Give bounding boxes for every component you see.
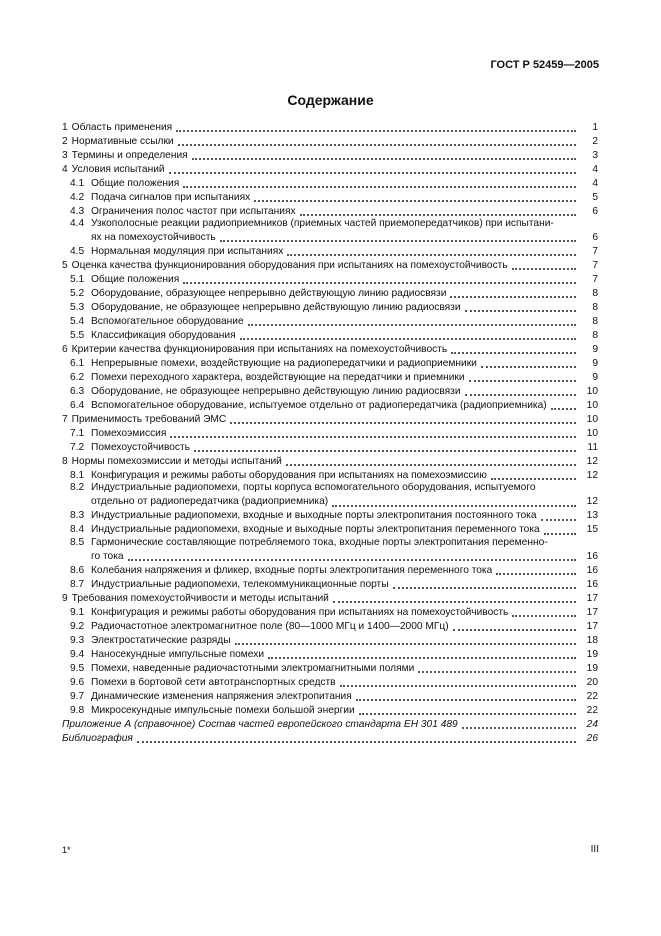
toc-entry-number: 4.5 xyxy=(70,246,85,257)
toc-entry-number: 4.2 xyxy=(70,191,85,203)
dot-leader xyxy=(512,258,576,270)
dot-leader xyxy=(254,190,576,202)
dot-leader xyxy=(240,328,576,340)
toc-entry-page: 16 xyxy=(586,550,598,562)
toc-entry-page: 10 xyxy=(586,414,598,425)
toc-entry-number: 2 xyxy=(62,135,68,147)
toc-entry-number: 1 xyxy=(62,121,68,133)
toc-entry-number: 8.5 xyxy=(70,536,85,548)
toc-entry-number: 5.2 xyxy=(70,288,85,299)
toc-entry-page: 5 xyxy=(592,191,598,203)
toc-entry-page: 22 xyxy=(586,704,598,716)
dot-leader xyxy=(356,689,576,701)
toc-entry-number: 7.1 xyxy=(70,428,85,439)
toc-entry[interactable] xyxy=(62,647,598,661)
toc-entry-page: 6 xyxy=(592,205,598,217)
toc-entry-title: Помехи переходного характера, воздействующие на передатчики и приемники xyxy=(91,372,465,383)
toc-entry-page: 10 xyxy=(586,428,598,439)
toc-entry-page: 8 xyxy=(592,316,598,327)
toc-entry-title: Узкополосные реакции радиоприемников (приемных частей приемопередатчиков) при испытани- xyxy=(91,218,554,229)
toc-entry-title: Общие положения xyxy=(91,177,180,189)
dot-leader xyxy=(137,731,576,743)
toc-entry-page: 4 xyxy=(592,163,598,175)
toc-entry-page: 15 xyxy=(586,524,598,536)
toc-entry[interactable] xyxy=(62,328,598,342)
toc-entry-title: Условия испытаний xyxy=(71,163,165,175)
dot-leader xyxy=(453,619,576,631)
toc-entry-page: 19 xyxy=(586,662,598,674)
toc-entry-number: 5.3 xyxy=(70,302,85,313)
dot-leader xyxy=(418,661,576,673)
toc-entry-title: Микросекундные импульсные помехи большой энергии xyxy=(91,704,355,716)
toc-entry[interactable] xyxy=(62,454,598,468)
toc-entry-number: 9.4 xyxy=(70,648,85,660)
page-number: III xyxy=(590,844,599,855)
toc-entry[interactable] xyxy=(62,605,598,619)
dot-leader xyxy=(359,703,576,715)
toc-entry[interactable] xyxy=(62,398,598,412)
toc-entry-title: Вспомогательное оборудование, испытуемое отдельно от радиопередатчика (радиоприемника) xyxy=(91,400,547,411)
toc-entry[interactable] xyxy=(62,482,598,508)
toc-entry-number: 7 xyxy=(62,414,68,425)
dot-leader xyxy=(481,356,576,368)
toc-entry[interactable] xyxy=(62,356,598,370)
toc-entry-page: 8 xyxy=(592,330,598,341)
toc-entry-number: 8.4 xyxy=(70,524,85,536)
toc-entry-page: 19 xyxy=(586,648,598,660)
toc-entry-number: 9.3 xyxy=(70,634,85,646)
toc-entry-number: 8.3 xyxy=(70,510,85,522)
dot-leader xyxy=(169,162,576,174)
toc-entry-page: 11 xyxy=(587,442,598,453)
toc-entry[interactable] xyxy=(62,703,598,717)
toc-entry-title: Термины и определения xyxy=(71,149,188,161)
footnote-mark: 1* xyxy=(62,845,71,855)
toc-entry[interactable] xyxy=(62,204,598,218)
toc-entry-title-continuation: го тока xyxy=(91,550,124,562)
toc-entry-title-continuation: отдельно от радиопередатчика (радиоприемника) xyxy=(91,496,329,508)
toc-entry-title-continuation: ях на помехоустойчивость xyxy=(91,232,216,243)
toc-entry-title: Приложение А (справочное) Состав частей европейского стандарта ЕН 301 489 xyxy=(62,718,458,730)
toc-entry-page: 17 xyxy=(586,620,598,632)
standard-number: ГОСТ Р 52459—2005 xyxy=(490,59,599,71)
toc-entry-number: 5.5 xyxy=(70,330,85,341)
dot-leader xyxy=(220,230,576,242)
toc-entry-page: 8 xyxy=(592,288,598,299)
dot-leader xyxy=(469,370,576,382)
toc-entry-title: Вспомогательное оборудование xyxy=(91,316,244,327)
toc-entry-page: 3 xyxy=(592,149,598,161)
toc-entry-number: 9 xyxy=(62,592,68,604)
dot-leader xyxy=(465,384,576,396)
dot-leader xyxy=(340,675,576,687)
dot-leader xyxy=(194,440,576,452)
toc-entry-title: Наносекундные импульсные помехи xyxy=(91,648,265,660)
toc-entry-page: 16 xyxy=(586,564,598,576)
toc-entry[interactable] xyxy=(62,148,598,162)
toc-entry-number: 9.2 xyxy=(70,620,85,632)
toc-entry-number: 8 xyxy=(62,456,68,467)
toc-entry-page: 7 xyxy=(592,246,598,257)
toc-entry-page: 12 xyxy=(586,470,598,481)
toc-entry-number: 9.5 xyxy=(70,662,85,674)
toc-entry[interactable] xyxy=(62,619,598,633)
toc-entry-title: Помехи в бортовой сети автотранспортных средств xyxy=(91,676,336,688)
toc-entry-title: Колебания напряжения и фликер, входные порты электропитания переменного тока xyxy=(91,564,493,576)
toc-entry-title: Индустриальные радиопомехи, телекоммуникационные порты xyxy=(91,578,389,590)
toc-entry[interactable] xyxy=(62,591,598,605)
toc-entry-number: 9.6 xyxy=(70,676,85,688)
toc-entry-title: Подача сигналов при испытаниях xyxy=(91,191,251,203)
dot-leader xyxy=(176,120,576,132)
toc-entry-number: 9.8 xyxy=(70,704,85,716)
toc-entry-number: 5.1 xyxy=(70,274,85,285)
toc-entry-number: 4 xyxy=(62,163,68,175)
toc-entry-page: 16 xyxy=(586,578,598,590)
toc-entry[interactable] xyxy=(62,258,598,272)
toc-entry-title: Оценка качества функционирования оборудования при испытаниях на помехоустойчивость xyxy=(71,260,508,271)
page-title: Содержание xyxy=(287,92,374,108)
toc-entry-title: Оборудование, не образующее непрерывно действующую линию радиосвязи xyxy=(91,386,461,397)
toc-entry[interactable] xyxy=(62,190,598,204)
dot-leader xyxy=(393,577,576,589)
toc-entry-number: 6.2 xyxy=(70,372,85,383)
toc-entry-page: 18 xyxy=(586,634,598,646)
dot-leader xyxy=(183,176,576,188)
toc-entry-page: 8 xyxy=(592,302,598,313)
toc-entry-page: 22 xyxy=(586,690,598,702)
toc-entry[interactable] xyxy=(62,426,598,440)
toc-entry[interactable] xyxy=(62,134,598,148)
toc-entry[interactable] xyxy=(62,342,598,356)
dot-leader xyxy=(235,633,576,645)
toc-entry-page: 1 xyxy=(592,121,598,133)
dot-leader xyxy=(183,272,576,284)
dot-leader xyxy=(178,134,576,146)
toc-entry-title: Помехи, наведенные радиочастотными электромагнитными полями xyxy=(91,662,415,674)
table-of-contents xyxy=(62,120,598,745)
toc-entry-title: Применимость требований ЭМС xyxy=(71,414,227,425)
toc-entry[interactable] xyxy=(62,162,598,176)
dot-leader xyxy=(230,412,576,424)
toc-entry-page: 7 xyxy=(592,274,598,285)
toc-entry-page: 24 xyxy=(586,718,598,730)
toc-entry-title: Радиочастотное электромагнитное поле (80—1000 МГц и 1400—2000 МГц) xyxy=(91,620,449,632)
dot-leader xyxy=(192,148,576,160)
toc-entry-number: 8.2 xyxy=(70,482,85,494)
dot-leader xyxy=(300,204,576,216)
toc-entry-page: 6 xyxy=(592,232,598,243)
toc-entry[interactable] xyxy=(62,176,598,190)
toc-entry[interactable] xyxy=(62,661,598,675)
toc-entry-page: 26 xyxy=(586,732,598,744)
toc-entry-page: 7 xyxy=(592,260,598,271)
toc-entry-title: Конфигурация и режимы работы оборудования при испытаниях на помехоэмиссию xyxy=(91,470,487,481)
toc-entry-title: Ограничения полос частот при испытаниях xyxy=(91,205,296,217)
dot-leader xyxy=(333,591,576,603)
toc-entry[interactable] xyxy=(62,384,598,398)
toc-entry-title: Помехоэмиссия xyxy=(91,428,167,439)
toc-entry[interactable] xyxy=(62,468,598,482)
dot-leader xyxy=(451,342,576,354)
toc-entry[interactable] xyxy=(62,314,598,328)
toc-entry-page: 4 xyxy=(592,177,598,189)
toc-entry[interactable] xyxy=(62,523,598,537)
toc-entry-number: 8.7 xyxy=(70,578,85,590)
toc-entry[interactable] xyxy=(62,509,598,523)
toc-entry-page: 13 xyxy=(586,510,598,522)
toc-entry-title: Нормальная модуляция при испытаниях xyxy=(91,246,284,257)
toc-entry[interactable] xyxy=(62,244,598,258)
toc-entry-title: Динамические изменения напряжения электропитания xyxy=(91,690,352,702)
toc-entry-number: 6.1 xyxy=(70,358,85,369)
toc-entry[interactable] xyxy=(62,286,598,300)
toc-entry-page: 9 xyxy=(592,344,598,355)
dot-leader xyxy=(286,454,576,466)
toc-entry-title: Общие положения xyxy=(91,274,180,285)
toc-entry-page: 12 xyxy=(586,496,598,508)
toc-entry[interactable] xyxy=(62,675,598,689)
dot-leader xyxy=(551,398,576,410)
toc-entry-number: 7.2 xyxy=(70,442,85,453)
toc-entry[interactable] xyxy=(62,218,598,244)
dot-leader xyxy=(268,647,576,659)
toc-entry[interactable] xyxy=(62,717,598,731)
dot-leader xyxy=(332,495,576,507)
toc-entry-title: Оборудование, не образующее непрерывно действующую линию радиосвязи xyxy=(91,302,461,313)
toc-entry-page: 12 xyxy=(586,456,598,467)
toc-entry-title: Оборудование, образующее непрерывно действующую линию радиосвязи xyxy=(91,288,447,299)
toc-entry[interactable] xyxy=(62,120,598,134)
toc-entry-title: Индустриальные радиопомехи, входные и выходные порты электропитания переменного тока xyxy=(91,524,540,536)
dot-leader xyxy=(287,244,576,256)
toc-entry-title: Нормативные ссылки xyxy=(71,135,174,147)
dot-leader xyxy=(465,300,576,312)
toc-entry-number: 6.3 xyxy=(70,386,85,397)
toc-entry[interactable] xyxy=(62,412,598,426)
dot-leader xyxy=(496,563,576,575)
toc-entry-number: 4.4 xyxy=(70,218,85,229)
toc-entry-title: Индустриальные радиопомехи, порты корпуса вспомогательного оборудования, испытуемого xyxy=(91,482,536,494)
toc-entry[interactable] xyxy=(62,633,598,647)
toc-entry-title: Нормы помехоэмиссии и методы испытаний xyxy=(71,456,282,467)
toc-entry[interactable] xyxy=(62,563,598,577)
toc-entry-page: 20 xyxy=(586,676,598,688)
toc-entry-title: Индустриальные радиопомехи, входные и выходные порты электропитания постоянного тока xyxy=(91,510,537,522)
toc-entry[interactable] xyxy=(62,272,598,286)
dot-leader xyxy=(544,523,576,535)
toc-entry-title: Критерии качества функционирования при испытаниях на помехоустойчивость xyxy=(71,344,448,355)
toc-entry[interactable] xyxy=(62,440,598,454)
toc-entry-number: 8.6 xyxy=(70,564,85,576)
dot-leader xyxy=(541,509,576,521)
dot-leader xyxy=(248,314,576,326)
dot-leader xyxy=(491,468,576,480)
toc-entry-page: 10 xyxy=(586,386,598,397)
toc-entry-page: 10 xyxy=(586,400,598,411)
toc-entry-page: 9 xyxy=(592,358,598,369)
toc-entry-title: Гармонические составляющие потребляемого тока, входные порты электропитания переменно- xyxy=(91,536,548,548)
dot-leader xyxy=(450,286,576,298)
toc-entry-title: Область применения xyxy=(71,121,173,133)
dot-leader xyxy=(170,426,576,438)
toc-entry-page: 2 xyxy=(592,135,598,147)
dot-leader xyxy=(512,605,576,617)
toc-entry-number: 9.7 xyxy=(70,690,85,702)
toc-entry-number: 6.4 xyxy=(70,400,85,411)
toc-entry-number: 9.1 xyxy=(70,606,85,618)
toc-entry-title: Библиография xyxy=(62,732,133,744)
toc-entry[interactable] xyxy=(62,537,598,563)
toc-entry-number: 5 xyxy=(62,260,68,271)
toc-entry-page: 17 xyxy=(586,592,598,604)
toc-entry[interactable] xyxy=(62,689,598,703)
toc-entry[interactable] xyxy=(62,731,598,745)
toc-entry[interactable] xyxy=(62,577,598,591)
toc-entry-page: 17 xyxy=(586,606,598,618)
toc-entry-number: 5.4 xyxy=(70,316,85,327)
toc-entry-title: Требования помехоустойчивости и методы испытаний xyxy=(71,592,329,604)
toc-entry-title: Классификация оборудования xyxy=(91,330,236,341)
dot-leader xyxy=(128,549,576,561)
toc-entry[interactable] xyxy=(62,370,598,384)
toc-entry-number: 6 xyxy=(62,344,68,355)
toc-entry-number: 8.1 xyxy=(70,470,85,481)
toc-entry[interactable] xyxy=(62,300,598,314)
toc-entry-number: 3 xyxy=(62,149,68,161)
dot-leader xyxy=(462,717,576,729)
toc-entry-title: Электростатические разряды xyxy=(91,634,231,646)
toc-entry-title: Помехоустойчивость xyxy=(91,442,190,453)
toc-entry-title: Конфигурация и режимы работы оборудования при испытаниях на помехоустойчивость xyxy=(91,606,509,618)
toc-entry-page: 9 xyxy=(592,372,598,383)
toc-entry-number: 4.1 xyxy=(70,177,85,189)
toc-entry-number: 4.3 xyxy=(70,205,85,217)
toc-entry-title: Непрерывные помехи, воздействующие на радиопередатчики и радиоприемники xyxy=(91,358,477,369)
